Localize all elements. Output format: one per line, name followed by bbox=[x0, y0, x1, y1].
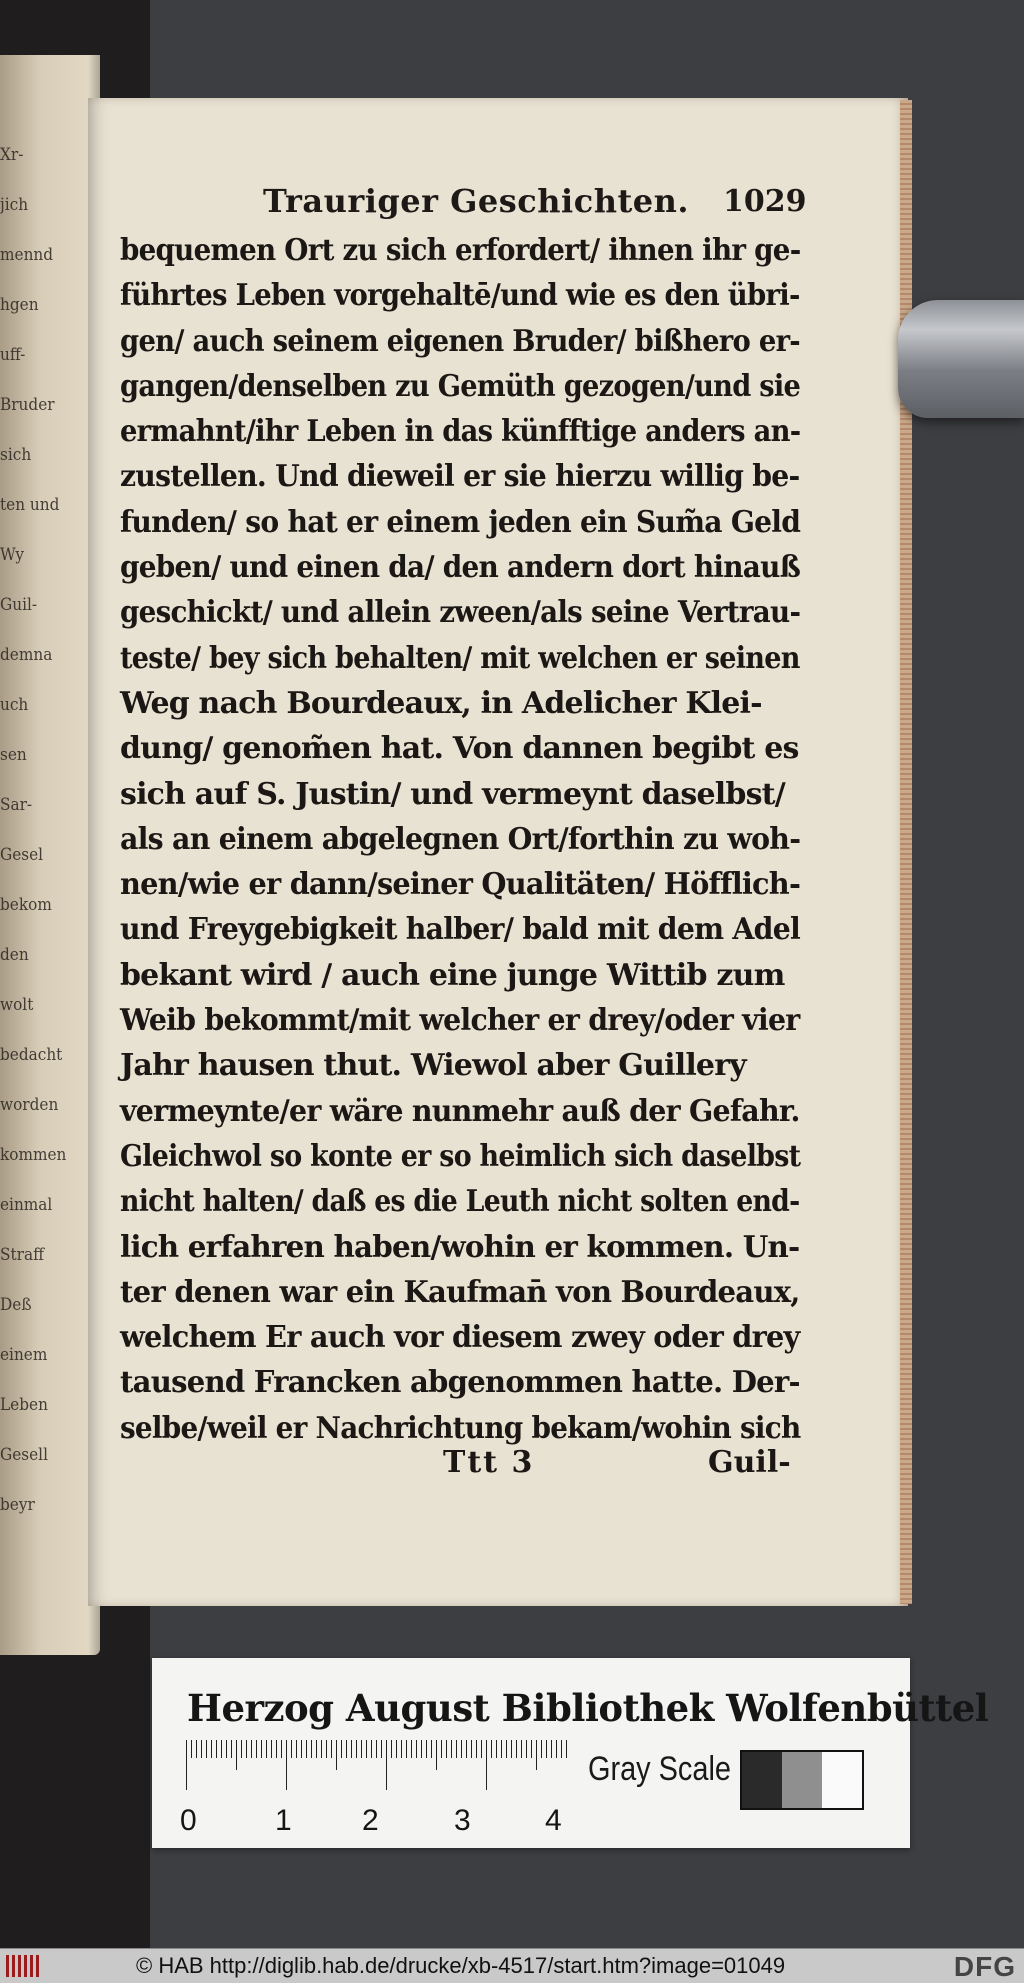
ruler-tick bbox=[336, 1740, 337, 1770]
text-line: ter denen war ein Kaufman̄ von Bourdeaux, bbox=[120, 1274, 800, 1310]
ruler-tick bbox=[386, 1740, 387, 1790]
text-line: funden/ so hat er einem jeden ein Sum̃a Geld bbox=[120, 504, 801, 540]
previous-page-edge: Xr- jich mennd hgen uff- Bruder sich ten und Wy Guil- demna uch sen Sar- Gesel bekom den wolt bedacht worden kommen einmal Straff Deß einem Leben Gesell beyr bbox=[0, 55, 100, 1655]
ruler-tick bbox=[551, 1740, 552, 1758]
swatch-mid bbox=[782, 1752, 822, 1808]
ruler-tick bbox=[481, 1740, 482, 1758]
signature-mark: Ttt 3 bbox=[443, 1445, 535, 1480]
swatch-dark bbox=[742, 1752, 782, 1808]
text-line: Weg nach Bourdeaux, in Adelicher Klei- bbox=[120, 685, 762, 721]
ruler-tick bbox=[471, 1740, 472, 1758]
ruler-tick bbox=[211, 1740, 212, 1758]
text-line: welchem Er auch vor diesem zwey oder drey bbox=[120, 1320, 800, 1356]
ruler-tick bbox=[321, 1740, 322, 1758]
ruler-tick bbox=[226, 1740, 227, 1758]
ruler-tick bbox=[201, 1740, 202, 1758]
library-name: Herzog August Bibliothek Wolfenbüttel bbox=[187, 1686, 989, 1730]
text-line: Gleichwol so konte er so heimlich sich daselbst bbox=[120, 1138, 801, 1174]
text-line: vermeynte/er wäre nunmehr auß der Gefahr. bbox=[120, 1093, 800, 1129]
ruler-tick bbox=[381, 1740, 382, 1758]
running-head: Trauriger Geschichten. bbox=[263, 182, 689, 220]
ruler-tick bbox=[401, 1740, 402, 1758]
ruler-tick bbox=[186, 1740, 187, 1790]
text-line: teste/ bey sich behalten/ mit welchen er seinen bbox=[120, 640, 800, 676]
ruler-tick bbox=[236, 1740, 237, 1770]
ruler-tick bbox=[301, 1740, 302, 1758]
ruler-tick bbox=[436, 1740, 437, 1770]
ruler-tick bbox=[446, 1740, 447, 1758]
ruler-tick bbox=[316, 1740, 317, 1758]
ruler-tick bbox=[566, 1740, 567, 1758]
ruler-tick bbox=[516, 1740, 517, 1758]
ruler-tick bbox=[476, 1740, 477, 1758]
text-line: und Freygebigkeit halber/ bald mit dem Adel bbox=[120, 912, 800, 948]
ruler-tick bbox=[466, 1740, 467, 1758]
page-number: 1029 bbox=[723, 184, 807, 219]
body-text bbox=[120, 228, 800, 1451]
copyright-link[interactable]: © HAB http://diglib.hab.de/drucke/xb-4517/start.htm?image=01049 bbox=[136, 1953, 786, 1978]
text-line: geschickt/ und allein zween/als seine Vertrau- bbox=[120, 595, 801, 631]
catchword: Guil- bbox=[708, 1445, 791, 1480]
ruler-tick bbox=[291, 1740, 292, 1758]
ruler-tick bbox=[411, 1740, 412, 1758]
ruler-tick bbox=[511, 1740, 512, 1758]
ruler-tick bbox=[486, 1740, 487, 1790]
ruler-tick bbox=[366, 1740, 367, 1758]
ruler-tick bbox=[391, 1740, 392, 1758]
ruler-tick bbox=[266, 1740, 267, 1758]
color-scale-card bbox=[152, 1658, 989, 1848]
ruler-tick bbox=[541, 1740, 542, 1758]
ruler-tick bbox=[456, 1740, 457, 1758]
text-line: bequemen Ort zu sich erfordert/ ihnen ihr ge- bbox=[120, 233, 801, 268]
ruler-tick bbox=[496, 1740, 497, 1758]
text-line: Weib bekommt/mit welcher er drey/oder vier bbox=[120, 1003, 800, 1039]
ruler-label: 0 bbox=[180, 1804, 197, 1837]
hab-logo-icon bbox=[6, 1955, 46, 1977]
text-line: zustellen. Und dieweil er sie hierzu willig be- bbox=[120, 459, 800, 495]
book-page bbox=[88, 98, 908, 1606]
ruler-tick bbox=[431, 1740, 432, 1758]
ruler-tick bbox=[521, 1740, 522, 1758]
page-footer bbox=[88, 1445, 908, 1485]
ruler-tick bbox=[426, 1740, 427, 1758]
ruler-tick bbox=[241, 1740, 242, 1758]
ruler-tick bbox=[331, 1740, 332, 1758]
ruler-tick bbox=[221, 1740, 222, 1758]
text-line: gen/ auch seinem eigenen Bruder/ bißhero er- bbox=[120, 323, 800, 359]
ruler-tick bbox=[216, 1740, 217, 1758]
ruler-tick bbox=[311, 1740, 312, 1758]
ruler-tick bbox=[256, 1740, 257, 1758]
ruler-tick bbox=[251, 1740, 252, 1758]
ruler-label: 1 bbox=[275, 1804, 292, 1837]
text-line: Jahr hausen thut. Wiewol aber Guillery bbox=[120, 1048, 746, 1084]
footer-bar bbox=[0, 1948, 1024, 1983]
text-line: sich auf S. Justin/ und vermeynt daselbst/ bbox=[120, 776, 785, 812]
text-line: ermahnt/ihr Leben in das künfftige anders an- bbox=[120, 414, 801, 450]
ruler-tick bbox=[416, 1740, 417, 1758]
ruler-tick bbox=[341, 1740, 342, 1758]
text-line: lich erfahren haben/wohin er kommen. Un- bbox=[120, 1229, 800, 1265]
gray-swatches bbox=[740, 1750, 864, 1810]
text-line: gangen/denselben zu Gemüth gezogen/und sie bbox=[120, 368, 801, 404]
text-line: bekant wird / auch eine junge Wittib zum bbox=[120, 957, 785, 993]
ruler-tick bbox=[501, 1740, 502, 1758]
ruler-tick bbox=[206, 1740, 207, 1758]
ruler-tick bbox=[506, 1740, 507, 1758]
ruler-tick bbox=[191, 1740, 192, 1758]
ruler-tick bbox=[346, 1740, 347, 1758]
ruler-tick bbox=[376, 1740, 377, 1758]
page-header bbox=[88, 182, 908, 222]
ruler-tick bbox=[276, 1740, 277, 1758]
ruler-tick bbox=[281, 1740, 282, 1758]
text-line: nen/wie er dann/seiner Qualitäten/ Höfflich- bbox=[120, 867, 801, 903]
ruler-tick bbox=[296, 1740, 297, 1758]
text-line: tausend Francken abgenommen hatte. Der- bbox=[120, 1365, 800, 1401]
text-line: nicht halten/ daß es die Leuth nicht solten end- bbox=[120, 1184, 800, 1220]
ruler-tick bbox=[441, 1740, 442, 1758]
ruler-tick bbox=[546, 1740, 547, 1758]
ruler-tick bbox=[451, 1740, 452, 1758]
ruler-label: 2 bbox=[362, 1804, 379, 1837]
ruler-tick bbox=[536, 1740, 537, 1770]
ruler-tick bbox=[556, 1740, 557, 1758]
ruler-tick bbox=[351, 1740, 352, 1758]
text-line: als an einem abgelegnen Ort/forthin zu woh- bbox=[120, 821, 801, 857]
text-line: geben/ und einen da/ den andern dort hinauß bbox=[120, 550, 801, 586]
ruler-tick bbox=[531, 1740, 532, 1758]
page-weight bbox=[898, 300, 1024, 418]
ruler-tick bbox=[306, 1740, 307, 1758]
ruler-tick bbox=[196, 1740, 197, 1758]
ruler-tick bbox=[361, 1740, 362, 1758]
swatch-light bbox=[822, 1752, 862, 1808]
dfg-logo: DFG bbox=[953, 1951, 1016, 1982]
ruler-tick bbox=[261, 1740, 262, 1758]
ruler-tick bbox=[231, 1740, 232, 1758]
ruler-label: 3 bbox=[454, 1804, 471, 1837]
text-line: dung/ genom̃en hat. Von dannen begibt es bbox=[120, 731, 799, 767]
ruler-tick bbox=[421, 1740, 422, 1758]
ruler-tick bbox=[461, 1740, 462, 1758]
ruler-label: 4 bbox=[545, 1804, 562, 1837]
ruler-tick bbox=[396, 1740, 397, 1758]
ruler-tick bbox=[406, 1740, 407, 1758]
ruler-tick bbox=[561, 1740, 562, 1758]
ruler-tick bbox=[371, 1740, 372, 1758]
ruler-tick bbox=[326, 1740, 327, 1758]
gray-scale-label: Gray Scale bbox=[588, 1750, 731, 1788]
ruler bbox=[186, 1740, 566, 1790]
text-line: selbe/weil er Nachrichtung bekam/wohin sich bbox=[120, 1410, 801, 1446]
ruler-tick bbox=[246, 1740, 247, 1758]
ruler-tick bbox=[356, 1740, 357, 1758]
ruler-tick bbox=[491, 1740, 492, 1758]
ruler-tick bbox=[526, 1740, 527, 1758]
ruler-tick bbox=[271, 1740, 272, 1758]
text-line: führtes Leben vorgehaltē/und wie es den übri- bbox=[120, 278, 800, 314]
ruler-tick bbox=[286, 1740, 287, 1790]
